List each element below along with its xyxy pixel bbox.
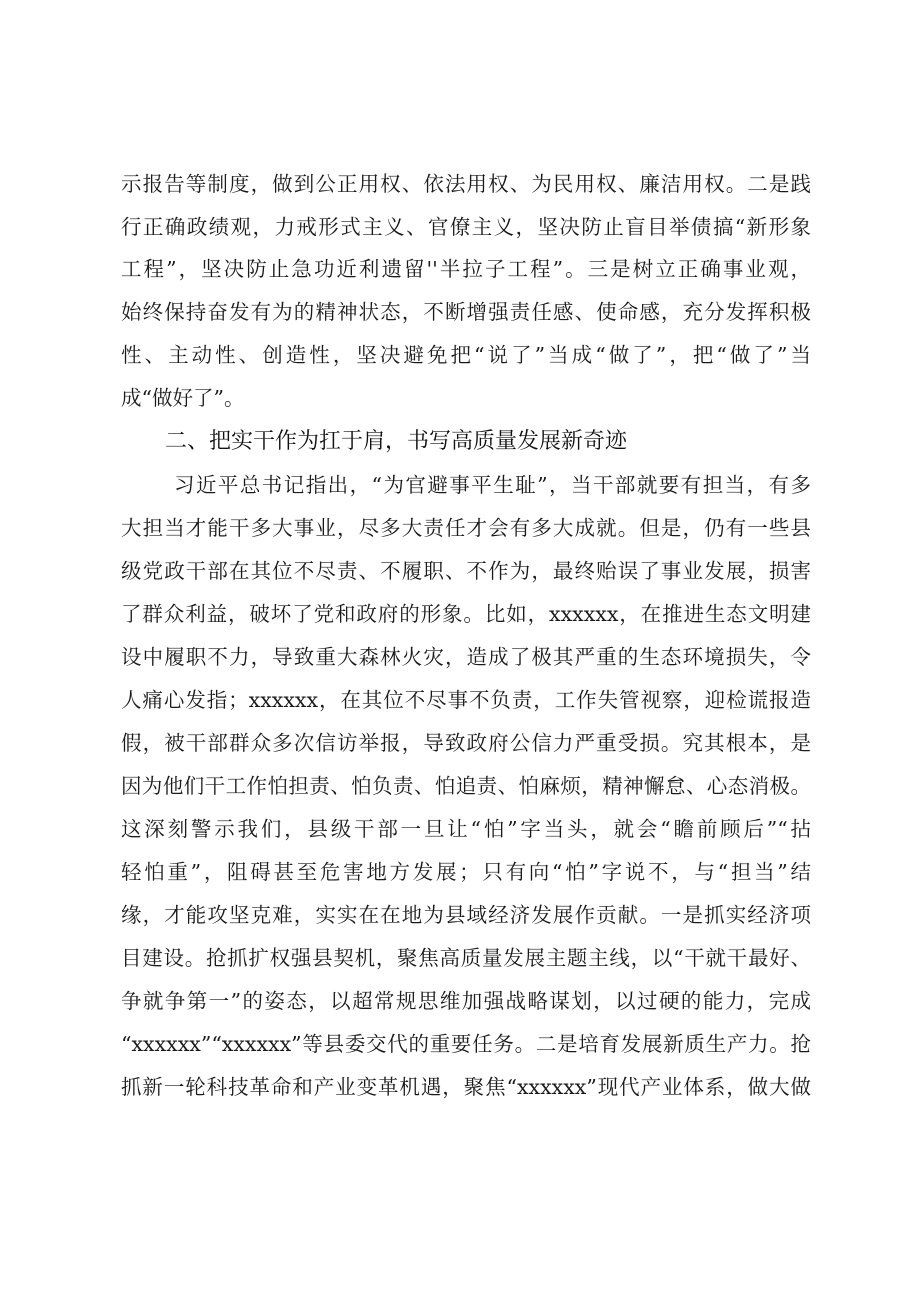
text-line: 始终保持奋发有为的精神状态，不断增强责任感、使命感，充分发挥积极 xyxy=(121,300,811,324)
text-line: 人痛心发指；xxxxxx，在其位不尽事不负责，工作失管视察，迎检谎报造 xyxy=(121,688,811,712)
text-line: 轻怕重”，阻碍甚至危害地方发展；只有向“怕”字说不，与“担当”结 xyxy=(121,860,811,884)
text-line: 了群众利益，破坏了党和政府的形象。比如，xxxxxx，在推进生态文明建 xyxy=(121,602,811,626)
text-line: 假，被干部群众多次信访举报，导致政府公信力严重受损。究其根本，是 xyxy=(121,731,811,755)
text-line: 示报告等制度，做到公正用权、依法用权、为民用权、廉洁用权。二是践 xyxy=(121,172,811,196)
text-line: 行正确政绩观，力戒形式主义、官僚主义，坚决防止盲目举债搞“新形象 xyxy=(121,215,811,239)
text-line: 成“做好了”。 xyxy=(121,386,245,410)
text-line: 性、主动性、创造性，坚决避免把“说了”当成“做了”，把“做了”当 xyxy=(121,343,811,367)
text-line: 大担当才能干多大事业，尽多大责任才会有多大成就。但是，仍有一些县 xyxy=(121,516,811,540)
section-heading: 二、把实干作为扛于肩，书写高质量发展新奇迹 xyxy=(165,429,628,454)
text-line: “xxxxxx”“xxxxxx”等县委交代的重要任务。二是培育发展新质生产力。抢 xyxy=(121,1032,811,1056)
text-line: 因为他们干工作怕担责、怕负责、怕追责、怕麻烦，精神懈怠、心态消极。 xyxy=(121,774,811,798)
text-line: 争就争第一”的姿态，以超常规思维加强战略谋划，以过硬的能力，完成 xyxy=(121,989,811,1013)
text-line: 设中履职不力，导致重大森林火灾，造成了极其严重的生态环境损失，令 xyxy=(121,645,811,669)
text-line: 这深刻警示我们，县级干部一旦让“怕”字当头，就会“瞻前顾后”“拈 xyxy=(121,817,811,841)
text-line: 级党政干部在其位不尽责、不履职、不作为，最终贻误了事业发展，损害 xyxy=(121,559,811,583)
text-line: 工程”，坚决防止急功近利遗留''半拉子工程”。三是树立正确事业观， xyxy=(121,257,811,281)
text-line: 习近平总书记指出，“为官避事平生耻”，当干部就要有担当，有多 xyxy=(174,473,811,497)
text-line: 目建设。抢抓扩权强县契机，聚焦高质量发展主题主线，以“干就干最好、 xyxy=(121,946,811,970)
text-line: 抓新一轮科技革命和产业变革机遇，聚焦“xxxxxx”现代产业体系，做大做 xyxy=(121,1075,811,1099)
text-line: 缘，才能攻坚克难，实实在在地为县域经济发展作贡献。一是抓实经济项 xyxy=(121,903,811,927)
